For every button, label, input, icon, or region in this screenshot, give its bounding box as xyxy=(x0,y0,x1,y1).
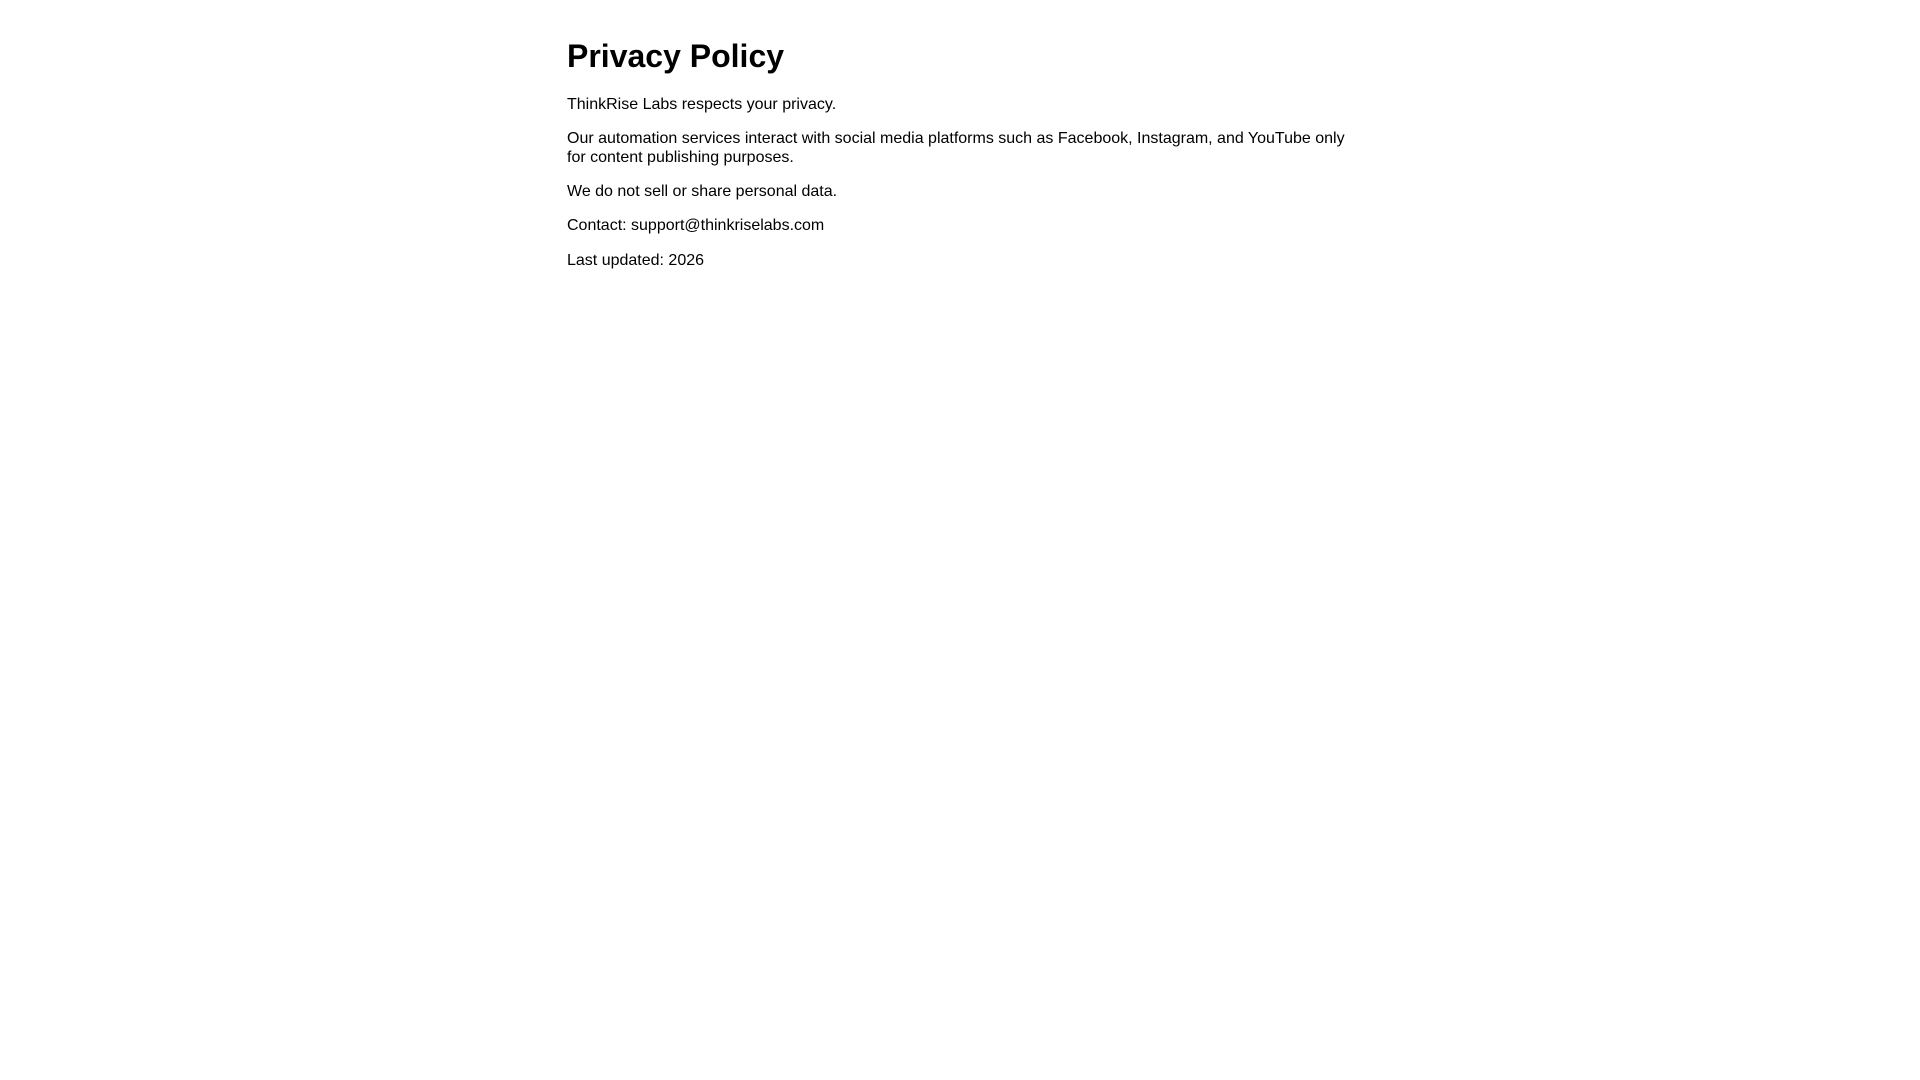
privacy-policy-page xyxy=(567,0,1353,270)
last-updated-paragraph: Last updated: 2026 xyxy=(567,251,705,269)
privacy-intro-paragraph: ThinkRise Labs respects your privacy. xyxy=(567,95,837,113)
automation-services-paragraph: Our automation services interact with social media platforms such as Facebook, Instagram, and YouTube only for content publishing purposes. xyxy=(567,130,1345,166)
page-title: Privacy Policy xyxy=(567,38,785,74)
contact-paragraph: Contact: support@thinkriselabs.com xyxy=(567,217,825,235)
data-sharing-paragraph: We do not sell or share personal data. xyxy=(567,182,838,200)
